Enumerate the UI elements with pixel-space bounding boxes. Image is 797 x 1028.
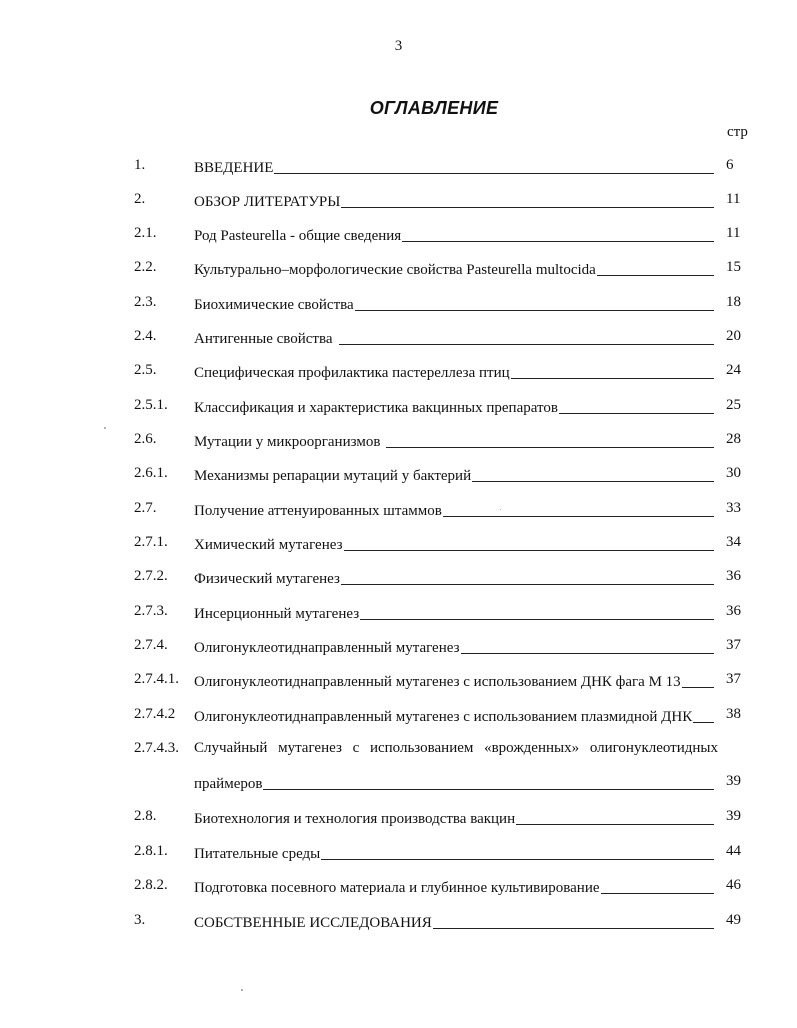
toc-entry-text: Биохимические свойства <box>194 297 354 313</box>
toc-entry-number: 2.6.1. <box>134 465 168 481</box>
toc-entry-text: Олигонуклеотиднаправленный мутагенез с использованием плазмидной ДНК <box>194 709 693 725</box>
toc-entry-page: 28 <box>726 431 741 447</box>
toc-entry-page: 38 <box>726 706 741 722</box>
toc-entry-page: 11 <box>726 225 741 241</box>
page-number: 3 <box>394 38 403 54</box>
toc-entry <box>0 431 797 453</box>
toc-entry-text: Олигонуклеотиднаправленный мутагенез с использованием ДНК фага М 13 <box>194 674 681 690</box>
toc-entry-number: 2.8. <box>134 808 157 824</box>
toc-entry-text: Биотехнология и технология производства вакцин <box>194 811 516 827</box>
toc-entry-number: 2.6. <box>134 431 157 447</box>
toc-entry-number: 2.7.4.3. <box>134 740 179 756</box>
leader-line <box>339 344 714 345</box>
toc-entry-text: ВВЕДЕНИЕ <box>194 160 274 176</box>
toc-entry-text: Механизмы репарации мутаций у бактерий <box>194 468 472 484</box>
toc-entry-text: СОБСТВЕННЫЕ ИССЛЕДОВАНИЯ <box>194 915 432 931</box>
toc-entry-page: 49 <box>726 912 741 928</box>
toc-entry-number: 2.7.3. <box>134 603 168 619</box>
toc-entry <box>0 568 797 590</box>
toc-entry-text: Физический мутагенез <box>194 571 340 587</box>
leader-line <box>693 722 714 723</box>
leader-line <box>341 207 714 208</box>
toc-entry-text: Культурально–морфологические свойства Pasteurella multocida <box>194 262 596 278</box>
toc-entry-text: Антигенные свойства <box>194 331 333 347</box>
leader-line <box>461 653 714 654</box>
toc-entry-number: 2.3. <box>134 294 157 310</box>
toc-entry <box>0 259 797 281</box>
toc-entry-number: 2.7.4.1. <box>134 671 179 687</box>
toc-entry-page: 36 <box>726 603 741 619</box>
leader-line <box>516 824 714 825</box>
leader-line <box>321 859 714 860</box>
toc-entry-number: 2. <box>134 191 146 207</box>
leader-line <box>601 893 714 894</box>
leader-line <box>263 789 714 790</box>
toc-entry <box>0 397 797 419</box>
toc-entry-page: 37 <box>726 637 741 653</box>
toc-entry-text: Инсерционный мутагенез <box>194 606 360 622</box>
toc-entry <box>0 808 797 830</box>
toc-entry <box>0 740 797 762</box>
leader-line <box>472 481 714 482</box>
scan-speck <box>241 989 243 991</box>
toc-entry <box>0 157 797 179</box>
toc-entry <box>0 706 797 728</box>
toc-entry <box>0 843 797 865</box>
toc-entry-number: 3. <box>134 912 146 928</box>
toc-entry-number: 2.8.1. <box>134 843 168 859</box>
toc-entry <box>0 328 797 350</box>
toc-entry <box>0 637 797 659</box>
leader-line <box>386 447 714 448</box>
toc-entry-text: Питательные среды <box>194 846 321 862</box>
toc-entry <box>0 500 797 522</box>
scan-speck <box>104 427 106 429</box>
leader-line <box>511 378 714 379</box>
leader-line <box>559 413 714 414</box>
toc-entry <box>0 877 797 899</box>
toc-entry-page: 44 <box>726 843 741 859</box>
toc-entry-page: 39 <box>726 808 741 824</box>
toc-entry-continuation <box>0 773 797 795</box>
toc-entry-page: 11 <box>726 191 741 207</box>
toc-entry <box>0 362 797 384</box>
toc-entry-number: 2.5. <box>134 362 157 378</box>
scan-speck <box>500 509 501 510</box>
toc-entry-page: 37 <box>726 671 741 687</box>
toc-entry-number: 2.4. <box>134 328 157 344</box>
toc-entry <box>0 225 797 247</box>
toc-entry-number: 2.1. <box>134 225 157 241</box>
toc-entry-page: 33 <box>726 500 741 516</box>
toc-entry-page: 18 <box>726 294 741 310</box>
toc-entry-page: 20 <box>726 328 741 344</box>
toc-entry <box>0 912 797 934</box>
toc-entry-page: 34 <box>726 534 741 550</box>
leader-line <box>682 687 714 688</box>
leader-line <box>597 275 714 276</box>
toc-entry-page: 36 <box>726 568 741 584</box>
toc-entry-number: 2.5.1. <box>134 397 168 413</box>
toc-entry <box>0 294 797 316</box>
toc-entry-text: ОБЗОР ЛИТЕРАТУРЫ <box>194 194 341 210</box>
toc-entry-number: 1. <box>134 157 146 173</box>
toc-entry <box>0 465 797 487</box>
leader-line <box>274 173 714 174</box>
toc-entry-number: 2.7.4. <box>134 637 168 653</box>
toc-entry-page: 46 <box>726 877 741 893</box>
toc-entry-page: 15 <box>726 259 741 275</box>
toc-entry-text: Подготовка посевного материала и глубинное культивирование <box>194 880 600 896</box>
toc-entry-text: праймеров <box>194 776 263 792</box>
toc-entry <box>0 534 797 556</box>
toc-title: ОГЛАВЛЕНИЕ <box>369 98 499 118</box>
leader-line <box>402 241 714 242</box>
toc-entry-text: Род Pasteurella - общие сведения <box>194 228 402 244</box>
leader-line <box>433 928 714 929</box>
toc-entry-text: Получение аттенуированных штаммов <box>194 503 442 519</box>
leader-line <box>344 550 715 551</box>
toc-entry-text: Классификация и характеристика вакцинных препаратов <box>194 400 558 416</box>
toc-entry-number: 2.8.2. <box>134 877 168 893</box>
toc-entry-text: Олигонуклеотиднаправленный мутагенез <box>194 640 460 656</box>
page-column-label: стр <box>727 124 748 140</box>
toc-entry-page: 24 <box>726 362 741 378</box>
toc-entry <box>0 671 797 693</box>
toc-entry-number: 2.7.4.2 <box>134 706 176 722</box>
leader-line <box>443 516 714 517</box>
leader-line <box>360 619 714 620</box>
toc-entry-text: Химический мутагенез <box>194 537 343 553</box>
toc-entry-number: 2.7. <box>134 500 157 516</box>
toc-entry-number: 2.7.1. <box>134 534 168 550</box>
toc-entry-page: 39 <box>726 773 741 789</box>
toc-entry-page: 30 <box>726 465 741 481</box>
toc-entry <box>0 603 797 625</box>
toc-entry-page: 6 <box>726 157 734 173</box>
toc-entry-text: Мутации у микроорганизмов <box>194 434 381 450</box>
leader-line <box>341 584 714 585</box>
toc-entry <box>0 191 797 213</box>
toc-entry-page: 25 <box>726 397 741 413</box>
leader-line <box>355 310 714 311</box>
toc-entry-text: Специфическая профилактика пастереллеза птиц <box>194 365 510 381</box>
toc-entry-text: Случайный мутагенез с использованием «врожденных» олигонуклеотидных <box>194 740 718 756</box>
toc-entry-number: 2.7.2. <box>134 568 168 584</box>
toc-entry-number: 2.2. <box>134 259 157 275</box>
